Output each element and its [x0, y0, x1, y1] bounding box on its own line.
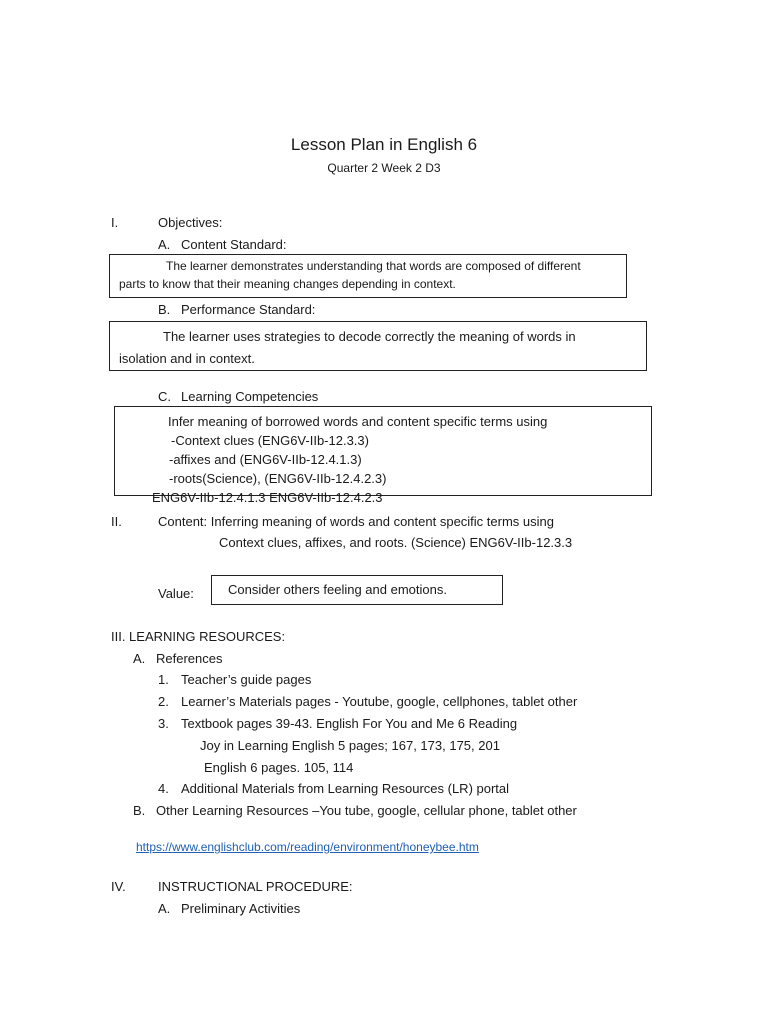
objectives-heading: Objectives: [158, 215, 223, 230]
content-standard-text-line1: The learner demonstrates understanding that words are composed of different [166, 259, 581, 273]
competencies-box [114, 406, 652, 505]
resource-item-3-number: 3. [158, 716, 169, 731]
resource-item-4-number: 4. [158, 781, 169, 796]
competencies-text-line2: -Context clues (ENG6V-IIb-12.3.3) [171, 433, 369, 448]
section-number-content: II. [111, 514, 122, 529]
resource-item-1: Teacher’s guide pages [181, 672, 312, 687]
competencies-label: Learning Competencies [181, 389, 319, 404]
competencies-text-line3: -affixes and (ENG6V-IIb-12.4.1.3) [169, 452, 362, 467]
performance-standard-label: Performance Standard: [181, 302, 316, 317]
other-resources-letter: B. [133, 803, 146, 818]
resource-item-4: Additional Materials from Learning Resources (LR) portal [181, 781, 510, 796]
section-number-procedure: IV. [111, 879, 126, 894]
resources-heading: III. LEARNING RESOURCES: [111, 629, 286, 644]
value-label: Value: [158, 586, 194, 601]
performance-standard-text-line2: isolation and in context. [119, 351, 255, 366]
page-subtitle: Quarter 2 Week 2 D3 [327, 161, 441, 175]
section-number-objectives: I. [111, 215, 119, 230]
content-standard-box [109, 254, 627, 298]
preliminary-activities-letter: A. [158, 901, 171, 916]
value-text: Consider others feeling and emotions. [228, 582, 447, 597]
references-label: References [156, 651, 223, 666]
resource-link[interactable]: https://www.englishclub.com/reading/environment/honeybee.htm [136, 840, 479, 854]
content-line2: Context clues, affixes, and roots. (Science) ENG6V-IIb-12.3.3 [219, 535, 573, 550]
competencies-text-line4: -roots(Science), (ENG6V-IIb-12.4.2.3) [169, 471, 387, 486]
resource-item-3-line2: Joy in Learning English 5 pages; 167, 173, 175, 201 [200, 738, 500, 753]
content-line1: Content: Inferring meaning of words and content specific terms using [158, 514, 554, 529]
resource-item-1-number: 1. [158, 672, 169, 687]
page-title: Lesson Plan in English 6 [290, 135, 478, 154]
content-standard-letter: A. [158, 237, 171, 252]
performance-standard-box [109, 321, 647, 371]
performance-standard-text-line1: The learner uses strategies to decode correctly the meaning of words in [163, 329, 576, 344]
performance-standard-letter: B. [158, 302, 171, 317]
resource-item-2: Learner’s Materials pages - Youtube, google, cellphones, tablet other [181, 694, 578, 709]
references-letter: A. [133, 651, 146, 666]
competencies-letter: C. [158, 389, 171, 404]
procedure-heading: INSTRUCTIONAL PROCEDURE: [158, 879, 353, 894]
resource-item-3: Textbook pages 39-43. English For You and Me 6 Reading [181, 716, 518, 731]
competencies-text-line5-clipped: ENG6V-IIb-12.4.1.3 ENG6V-IIb-12.4.2.3 [152, 490, 383, 505]
content-standard-text-line2: parts to know that their meaning changes depending in context. [119, 277, 456, 291]
competencies-text-line1: Infer meaning of borrowed words and content specific terms using [168, 414, 548, 429]
value-box [211, 575, 503, 605]
preliminary-activities-label: Preliminary Activities [181, 901, 301, 916]
other-resources: Other Learning Resources –You tube, google, cellular phone, tablet other [156, 803, 577, 818]
content-standard-label: Content Standard: [181, 237, 287, 252]
resource-item-2-number: 2. [158, 694, 169, 709]
resource-item-3-line3: English 6 pages. 105, 114 [204, 760, 354, 775]
